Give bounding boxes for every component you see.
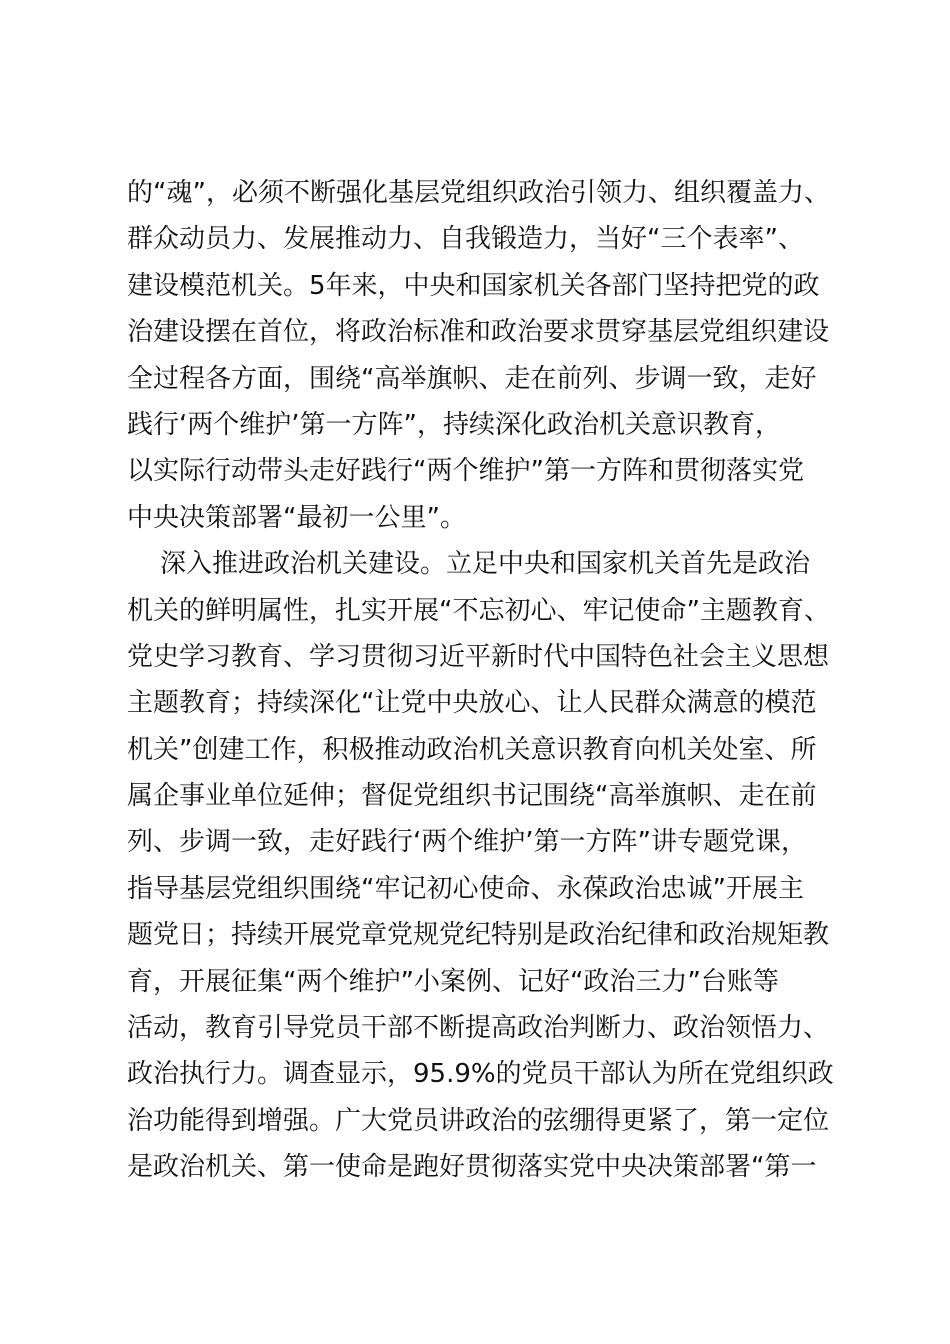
text-line: 建设模范机关。5年来，中央和国家机关各部门坚持把党的政 xyxy=(127,270,820,301)
text-line: 中央决策部署“最初一公里”。 xyxy=(127,502,466,533)
text-line: 列、步调一致，走好践行‘两个维护’第一方阵”讲专题党课， xyxy=(127,827,807,858)
text-line: 的“魂”，必须不断强化基层党组织政治引领力、组织覆盖力、 xyxy=(127,178,830,208)
text-line: 是政治机关、第一使命是跑好贯彻落实党中央决策部署“第一 xyxy=(127,1152,817,1183)
text-line: 政治执行力。调查显示，95.9%的党员干部认为所在党组织政 xyxy=(127,1059,834,1090)
text-line: 机关”创建工作，积极推动政治机关意识教育向机关处室、所 xyxy=(127,734,817,765)
body-text xyxy=(127,170,867,1191)
text-line: 主题教育；持续深化“让党中央放心、让人民群众满意的模范 xyxy=(127,688,817,719)
text-line: 群众动员力、发展推动力、自我锻造力，当好“三个表率”、 xyxy=(127,224,804,255)
text-line: 活动，教育引导党员干部不断提高政治判断力、政治领悟力、 xyxy=(127,1013,830,1044)
text-line: 治建设摆在首位，将政治标准和政治要求贯穿基层党组织建设 xyxy=(127,317,830,348)
text-line: 机关的鲜明属性，扎实开展“不忘初心、牢记使命”主题教育、 xyxy=(127,595,830,626)
text-line: 育，开展征集“两个维护”小案例、记好“政治三力”台账等 xyxy=(127,966,779,997)
text-line: 题党日；持续开展党章党规党纪特别是政治纪律和政治规矩教 xyxy=(127,920,830,951)
text-line: 全过程各方面，围绕“高举旗帜、走在前列、步调一致，走好 xyxy=(127,363,817,394)
text-line: 治功能得到增强。广大党员讲政治的弦绷得更紧了，第一定位 xyxy=(127,1105,830,1136)
text-line: 以实际行动带头走好践行“两个维护”第一方阵和贯彻落实党 xyxy=(127,456,804,487)
text-line: 党史学习教育、学习贯彻习近平新时代中国特色社会主义思想 xyxy=(127,641,830,672)
text-line: 属企事业单位延伸；督促党组织书记围绕“高举旗帜、走在前 xyxy=(127,781,817,812)
text-line: 践行‘两个维护’第一方阵”，持续深化政治机关意识教育， xyxy=(127,409,781,440)
text-line: 指导基层党组织围绕“牢记初心使命、永葆政治忠诚”开展主 xyxy=(127,873,804,904)
paragraph-start-line: 深入推进政治机关建设。立足中央和国家机关首先是政治 xyxy=(127,549,811,580)
